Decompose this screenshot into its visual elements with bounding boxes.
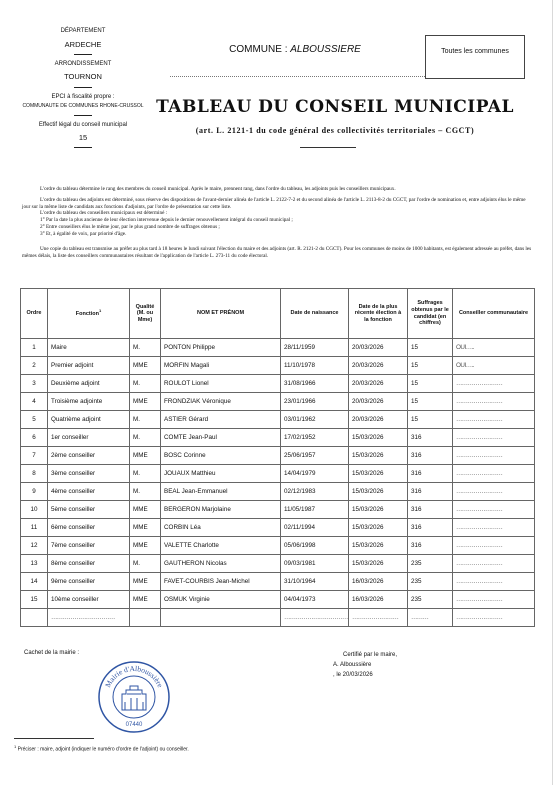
cell-nom: BOSC Corinne xyxy=(161,447,281,465)
cell-nom: FAVET-COURBIS Jean-Michel xyxy=(161,573,281,591)
epci-label: EPCI à fiscalité propre : xyxy=(51,93,115,100)
cell-suffrages: 316 xyxy=(408,501,453,519)
cell-nom: BEAL Jean-Emmanuel xyxy=(161,483,281,501)
col-header-qualite: Qualité (M. ou Mme) xyxy=(130,289,161,339)
cell-naissance: 04/04/1973 xyxy=(281,591,349,609)
table-body xyxy=(21,339,535,627)
cell-suffrages: 235 xyxy=(408,573,453,591)
cell-nom: JOUAUX Matthieu xyxy=(161,465,281,483)
cell-communautaire: OUI….. xyxy=(453,357,535,375)
table-row xyxy=(21,519,535,537)
divider xyxy=(74,147,92,148)
effectif-value: 15 xyxy=(78,133,88,142)
cell-election: 20/03/2026 xyxy=(349,339,408,357)
cell-fonction: Deuxième adjoint xyxy=(48,375,130,393)
cell-communautaire: …………………… xyxy=(453,537,535,555)
cell-qualite: MME xyxy=(130,447,161,465)
cell-election: 15/03/2026 xyxy=(349,555,408,573)
header-left-block xyxy=(18,28,148,154)
cell-ordre: 11 xyxy=(21,519,48,537)
epci-value: COMMUNAUTE DE COMMUNES RHONE-CRUSSOL xyxy=(22,103,144,110)
cell-qualite: MME xyxy=(130,591,161,609)
cell-suffrages: 316 xyxy=(408,519,453,537)
cell-ordre: 10 xyxy=(21,501,48,519)
cell-suffrages: 15 xyxy=(408,339,453,357)
cell-naissance: 17/02/1952 xyxy=(281,429,349,447)
cell-naissance: 28/11/1959 xyxy=(281,339,349,357)
footnote-ref: 1 xyxy=(98,308,102,314)
table-row xyxy=(21,411,535,429)
departement-value: ARDECHE xyxy=(64,39,102,49)
cell-ordre: 13 xyxy=(21,555,48,573)
cell-nom: MORFIN Magali xyxy=(161,357,281,375)
cell-ordre: 15 xyxy=(21,591,48,609)
cell-nom: CORBIN Léa xyxy=(161,519,281,537)
cell-qualite: MME xyxy=(130,519,161,537)
cell-nom: BERGERON Marjolaine xyxy=(161,501,281,519)
cell-suffrages: 316 xyxy=(408,429,453,447)
cell-suffrages: 316 xyxy=(408,537,453,555)
cell-suffrages: 235 xyxy=(408,555,453,573)
cell-election: 15/03/2026 xyxy=(349,483,408,501)
cell-naissance: 03/01/1962 xyxy=(281,411,349,429)
cell-ordre: 12 xyxy=(21,537,48,555)
table-row xyxy=(21,339,535,357)
col-header-suffrages: Suffrages obtenus par le candidat (en chiffres) xyxy=(408,289,453,339)
cell-election: 20/03/2026 xyxy=(349,357,408,375)
cell-election: 15/03/2026 xyxy=(349,447,408,465)
cell-ordre xyxy=(21,609,48,627)
cell-naissance: …………………………… xyxy=(281,609,349,627)
table-row xyxy=(21,375,535,393)
cell-ordre: 5 xyxy=(21,411,48,429)
svg-text:07440: 07440 xyxy=(125,722,143,728)
cell-communautaire: …………………… xyxy=(453,573,535,591)
table-row xyxy=(21,429,535,447)
page-subtitle: (art. L. 2121-1 du code général des collectivités territoriales – CGCT) xyxy=(195,126,475,135)
departement-label: DÉPARTEMENT xyxy=(60,28,106,34)
cell-qualite: MME xyxy=(130,537,161,555)
cell-election: 15/03/2026 xyxy=(349,501,408,519)
cell-naissance: 14/04/1979 xyxy=(281,465,349,483)
cell-qualite xyxy=(130,609,161,627)
title-rule xyxy=(300,147,356,148)
cell-communautaire: …………………… xyxy=(453,555,535,573)
table-row xyxy=(21,537,535,555)
cell-election: 15/03/2026 xyxy=(349,465,408,483)
cell-ordre: 14 xyxy=(21,573,48,591)
table-row xyxy=(21,447,535,465)
cell-election: 16/03/2026 xyxy=(349,591,408,609)
col-header-nom: NOM ET PRÉNOM xyxy=(161,289,281,339)
cell-communautaire: …………………… xyxy=(453,465,535,483)
table-row xyxy=(21,555,535,573)
commune-dotted-line xyxy=(170,76,425,77)
divider xyxy=(74,54,92,55)
cell-qualite: MME xyxy=(130,357,161,375)
table-row xyxy=(21,393,535,411)
commune-heading xyxy=(175,44,415,55)
intro-paragraph: L'ordre du tableau des conseillers municipaux est déterminé : xyxy=(40,210,168,217)
intro-text xyxy=(22,186,532,264)
cell-fonction: 2ème conseiller xyxy=(48,447,130,465)
effectif-label: Effectif légal du conseil municipal xyxy=(38,121,128,128)
table-row xyxy=(21,357,535,375)
cell-ordre: 7 xyxy=(21,447,48,465)
cell-suffrages: 15 xyxy=(408,411,453,429)
cell-communautaire: …………………… xyxy=(453,501,535,519)
cell-nom: ROULOT Lionel xyxy=(161,375,281,393)
cell-communautaire: OUI….. xyxy=(453,339,535,357)
intro-paragraph: L'ordre du tableau des adjoints est déterminé, sous réserve des dispositions de l'avant-dernier alinéa de l'article L. 2122-7-2 et du second alinéa de l'article L. 2113-8-2 du CGCT, par l'ordre de nomination et, entre adjoints élus le même jour sur la même liste de candidats aux fonctions d'adjoints, par l'ordre de présentation sur cette liste. xyxy=(22,196,526,210)
divider xyxy=(74,115,92,116)
cell-qualite: M. xyxy=(130,483,161,501)
cell-suffrages: 15 xyxy=(408,357,453,375)
cell-election: 20/03/2026 xyxy=(349,411,408,429)
cell-suffrages: 316 xyxy=(408,483,453,501)
page-title: TABLEAU DU CONSEIL MUNICIPAL xyxy=(156,97,514,117)
toutes-communes-box: Toutes les communes xyxy=(425,35,525,79)
cell-election: 15/03/2026 xyxy=(349,537,408,555)
table-header-row xyxy=(21,289,535,339)
intro-item: 1° Par la date la plus ancienne de leur élection intervenue depuis le dernier renouvellement intégral du conseil municipal ; xyxy=(40,217,293,223)
cell-fonction: Maire xyxy=(48,339,130,357)
cell-nom: GAUTHERON Nicolas xyxy=(161,555,281,573)
cell-qualite: M. xyxy=(130,375,161,393)
cell-nom: FRONDZIAK Véronique xyxy=(161,393,281,411)
cell-naissance: 25/06/1957 xyxy=(281,447,349,465)
cell-election: 15/03/2026 xyxy=(349,519,408,537)
cell-fonction: 9ème conseiller xyxy=(48,573,130,591)
cell-communautaire: …………………… xyxy=(453,375,535,393)
cell-communautaire: …………………… xyxy=(453,483,535,501)
cell-fonction: 4ème conseiller xyxy=(48,483,130,501)
cell-nom: PONTON Philippe xyxy=(161,339,281,357)
table-row xyxy=(21,609,535,627)
signature-date: , le 20/03/2026 xyxy=(333,672,373,679)
footnote: $^1$ Préciser : maire, adjoint (indiquer le numéro d'ordre de l'adjoint) ou conseiller. xyxy=(14,744,189,753)
intro-paragraph: L'ordre du tableau détermine le rang des membres du conseil municipal. Après le maire, prennent rang, dans l'ordre du tableau, les adjoints puis les conseillers municipaux. xyxy=(40,186,396,192)
cell-qualite: M. xyxy=(130,339,161,357)
cell-communautaire: …………………… xyxy=(453,429,535,447)
cell-fonction: 7ème conseiller xyxy=(48,537,130,555)
cell-qualite: MME xyxy=(130,393,161,411)
cell-suffrages: 15 xyxy=(408,375,453,393)
cell-ordre: 8 xyxy=(21,465,48,483)
cell-election: 20/03/2026 xyxy=(349,393,408,411)
cell-suffrages: 316 xyxy=(408,465,453,483)
cell-qualite: M. xyxy=(130,411,161,429)
commune-prefix: COMMUNE : xyxy=(229,44,291,55)
cell-fonction: 5ème conseiller xyxy=(48,501,130,519)
intro-item: 2° Entre conseillers élus le même jour, par le plus grand nombre de suffrages obtenus ; xyxy=(40,223,220,230)
cell-qualite: M. xyxy=(130,465,161,483)
cell-election: 16/03/2026 xyxy=(349,573,408,591)
commune-name: ALBOUSSIERE xyxy=(290,44,361,55)
cell-suffrages: ……… xyxy=(408,609,453,627)
table-row xyxy=(21,573,535,591)
cell-naissance: 11/10/1978 xyxy=(281,357,349,375)
conseil-table xyxy=(20,288,535,627)
cell-qualite: MME xyxy=(130,573,161,591)
cell-communautaire: …………………… xyxy=(453,609,535,627)
cell-fonction: 1er conseiller xyxy=(48,429,130,447)
cell-fonction: Troisième adjointe xyxy=(48,393,130,411)
cell-suffrages: 235 xyxy=(408,591,453,609)
col-header-ordre: Ordre xyxy=(21,289,48,339)
mairie-seal xyxy=(97,660,171,734)
col-header-communautaire: Conseiller communautaire xyxy=(453,289,535,339)
intro-item: 3° Et, à égalité de voix, par priorité d'âge. xyxy=(40,230,127,237)
cell-fonction: Premier adjoint xyxy=(48,357,130,375)
cell-naissance: 31/10/1964 xyxy=(281,573,349,591)
cell-naissance: 23/01/1966 xyxy=(281,393,349,411)
cell-qualite: M. xyxy=(130,429,161,447)
table-row xyxy=(21,483,535,501)
divider xyxy=(74,87,92,88)
cell-naissance: 05/06/1998 xyxy=(281,537,349,555)
cachet-label: Cachet de la mairie : xyxy=(24,650,80,656)
cell-communautaire: …………………… xyxy=(453,411,535,429)
cell-ordre: 2 xyxy=(21,357,48,375)
cell-nom xyxy=(161,609,281,627)
cell-naissance: 02/11/1994 xyxy=(281,519,349,537)
cell-qualite: M. xyxy=(130,555,161,573)
cell-naissance: 11/05/1987 xyxy=(281,501,349,519)
col-header-fonction: Fonction$^1$ xyxy=(48,289,130,339)
cell-suffrages: 15 xyxy=(408,393,453,411)
col-header-naissance: Date de naissance xyxy=(281,289,349,339)
cell-naissance: 31/08/1966 xyxy=(281,375,349,393)
cell-nom: COMTE Jean-Paul xyxy=(161,429,281,447)
cell-communautaire: …………………… xyxy=(453,519,535,537)
cell-fonction: 8ème conseiller xyxy=(48,555,130,573)
cell-naissance: 02/12/1983 xyxy=(281,483,349,501)
cell-fonction: …………………………… xyxy=(48,609,130,627)
cell-fonction: 10ème conseiller xyxy=(48,591,130,609)
certification-block xyxy=(333,650,473,681)
cell-suffrages: 316 xyxy=(408,447,453,465)
cell-fonction: 6ème conseiller xyxy=(48,519,130,537)
cell-nom: VALETTE Charlotte xyxy=(161,537,281,555)
cell-election: 15/03/2026 xyxy=(349,429,408,447)
cell-qualite: MME xyxy=(130,501,161,519)
cell-nom: ASTIER Gérard xyxy=(161,411,281,429)
cell-ordre: 4 xyxy=(21,393,48,411)
signataire: A. Alboussière xyxy=(333,662,372,669)
cell-communautaire: …………………… xyxy=(453,591,535,609)
cell-ordre: 9 xyxy=(21,483,48,501)
table-row xyxy=(21,591,535,609)
cell-communautaire: …………………… xyxy=(453,393,535,411)
cell-ordre: 3 xyxy=(21,375,48,393)
col-header-election: Date de la plus récente élection à la fonction xyxy=(349,289,408,339)
table-row xyxy=(21,501,535,519)
cell-election: 20/03/2026 xyxy=(349,375,408,393)
svg-text:Mairie d'Alboussière: Mairie d'Alboussière xyxy=(103,663,165,689)
cell-ordre: 6 xyxy=(21,429,48,447)
cell-nom: OSMUK Virginie xyxy=(161,591,281,609)
footnote-rule xyxy=(14,738,94,739)
cell-ordre: 1 xyxy=(21,339,48,357)
arrondissement-label: ARRONDISSEMENT xyxy=(54,60,112,67)
intro-paragraph: Une copie du tableau est transmise au préfet au plus tard à 18 heures le lundi suivant l'élection du maire et des adjoints (art. R. 2121-2 du CGCT). Pour les communes de moins de 1000 habitants, est également adressée au préfet, dans les mêmes délais, la liste des conseillers communautaires résultant de l'application de l'article L. 273-11 du code électoral. xyxy=(22,246,532,259)
cell-naissance: 09/03/1981 xyxy=(281,555,349,573)
cell-fonction: Quatrième adjoint xyxy=(48,411,130,429)
cell-election: …………………… xyxy=(349,609,408,627)
cell-communautaire: …………………… xyxy=(453,447,535,465)
cell-fonction: 3ème conseiller xyxy=(48,465,130,483)
table-row xyxy=(21,465,535,483)
certifie-label: Certifié par le maire, xyxy=(343,652,398,658)
arrondissement-value: TOURNON xyxy=(64,72,102,82)
